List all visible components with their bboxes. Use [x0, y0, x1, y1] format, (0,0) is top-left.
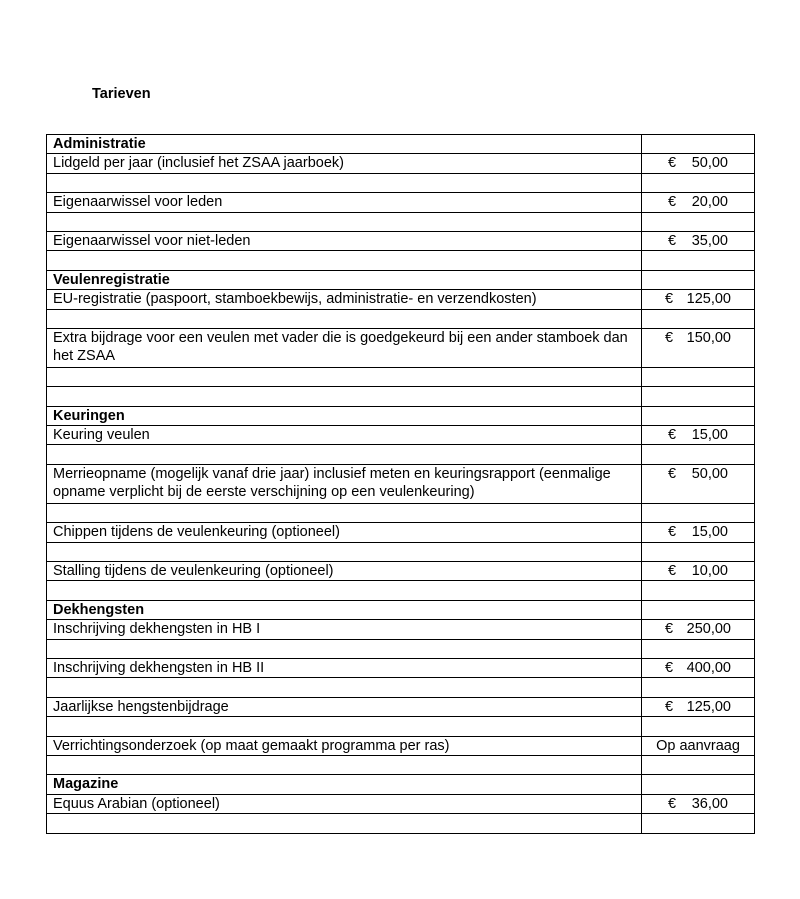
spacer-cell [642, 387, 755, 406]
currency-symbol: € [668, 795, 677, 812]
price-cell [642, 154, 755, 173]
price-cell [642, 523, 755, 542]
spacer-cell [47, 755, 642, 774]
spacer-cell [47, 387, 642, 406]
price-cell-empty [642, 135, 755, 154]
item-description: Keuring veulen [47, 426, 642, 445]
spacer-cell [642, 251, 755, 270]
tariff-table [46, 134, 755, 834]
price-cell-empty [642, 600, 755, 619]
table-row [47, 697, 755, 716]
section-header-row [47, 775, 755, 794]
price-amount: 15,00 [691, 524, 728, 541]
spacer-cell [642, 542, 755, 561]
table-row [47, 193, 755, 212]
spacer-cell [47, 639, 642, 658]
price-cell-empty [642, 270, 755, 289]
price-cell [642, 464, 755, 503]
price-cell [642, 736, 755, 755]
item-description: Eigenaarwissel voor leden [47, 193, 642, 212]
section-header: Magazine [47, 775, 642, 794]
spacer-cell [642, 445, 755, 464]
currency-symbol: € [665, 621, 674, 638]
price-cell [642, 193, 755, 212]
table-row [47, 794, 755, 813]
spacer-row [47, 445, 755, 464]
page-title: Tarieven [92, 86, 151, 102]
spacer-row [47, 542, 755, 561]
spacer-cell [642, 309, 755, 328]
spacer-row [47, 212, 755, 231]
tariff-table-body [47, 135, 755, 834]
price-cell [642, 290, 755, 309]
spacer-row [47, 173, 755, 192]
spacer-cell [47, 367, 642, 386]
currency-symbol: € [665, 291, 674, 308]
spacer-row [47, 814, 755, 833]
item-description: Inschrijving dekhengsten in HB II [47, 658, 642, 677]
price-cell [642, 562, 755, 581]
table-row [47, 620, 755, 639]
spacer-row [47, 755, 755, 774]
price-cell-empty [642, 775, 755, 794]
price-amount: 125,00 [686, 698, 731, 715]
spacer-row [47, 367, 755, 386]
currency-symbol: € [668, 524, 677, 541]
item-description: Extra bijdrage voor een veulen met vader die is goedgekeurd bij een ander stamboek dan het ZSAA [47, 328, 642, 367]
table-row [47, 328, 755, 367]
spacer-cell [47, 542, 642, 561]
spacer-cell [47, 717, 642, 736]
item-description: Chippen tijdens de veulenkeuring (optioneel) [47, 523, 642, 542]
currency-symbol: € [665, 698, 674, 715]
item-description: Verrichtingsonderzoek (op maat gemaakt programma per ras) [47, 736, 642, 755]
spacer-cell [642, 717, 755, 736]
spacer-row [47, 717, 755, 736]
section-header: Dekhengsten [47, 600, 642, 619]
spacer-cell [47, 503, 642, 522]
price-amount: 35,00 [691, 232, 728, 249]
currency-symbol: € [668, 232, 677, 249]
spacer-row [47, 581, 755, 600]
price-amount: 15,00 [691, 427, 728, 444]
item-description: EU-registratie (paspoort, stamboekbewijs, administratie- en verzendkosten) [47, 290, 642, 309]
price-amount: 50,00 [691, 465, 728, 482]
spacer-cell [47, 581, 642, 600]
table-row [47, 523, 755, 542]
price-amount: 400,00 [686, 659, 731, 676]
currency-symbol: € [668, 155, 677, 172]
table-row [47, 290, 755, 309]
spacer-row [47, 503, 755, 522]
item-description: Jaarlijkse hengstenbijdrage [47, 697, 642, 716]
currency-symbol: € [668, 563, 677, 580]
price-amount: 125,00 [686, 291, 731, 308]
spacer-cell [642, 367, 755, 386]
spacer-cell [642, 503, 755, 522]
spacer-cell [47, 173, 642, 192]
section-header-row [47, 270, 755, 289]
price-amount: Op aanvraag [656, 737, 740, 754]
price-amount: 50,00 [691, 155, 728, 172]
price-amount: 20,00 [691, 194, 728, 211]
spacer-row [47, 251, 755, 270]
spacer-cell [47, 678, 642, 697]
item-description: Merrieopname (mogelijk vanaf drie jaar) inclusief meten en keuringsrapport (eenmalige opname verplicht bij de eerste verschijning op een veulenkeuring) [47, 464, 642, 503]
spacer-row [47, 387, 755, 406]
spacer-cell [642, 173, 755, 192]
spacer-cell [642, 678, 755, 697]
item-description: Inschrijving dekhengsten in HB I [47, 620, 642, 639]
spacer-row [47, 639, 755, 658]
spacer-cell [47, 814, 642, 833]
spacer-row [47, 309, 755, 328]
price-cell [642, 328, 755, 367]
price-cell [642, 231, 755, 250]
spacer-cell [47, 212, 642, 231]
currency-symbol: € [668, 465, 677, 482]
currency-symbol: € [665, 329, 674, 346]
section-header: Veulenregistratie [47, 270, 642, 289]
price-cell [642, 697, 755, 716]
spacer-cell [47, 309, 642, 328]
table-row [47, 658, 755, 677]
section-header-row [47, 135, 755, 154]
currency-symbol: € [668, 427, 677, 444]
table-row [47, 426, 755, 445]
price-amount: 36,00 [691, 795, 728, 812]
spacer-cell [642, 581, 755, 600]
table-row [47, 464, 755, 503]
spacer-cell [642, 814, 755, 833]
table-row [47, 562, 755, 581]
price-cell [642, 794, 755, 813]
price-cell [642, 426, 755, 445]
currency-symbol: € [665, 659, 674, 676]
table-row [47, 231, 755, 250]
item-description: Eigenaarwissel voor niet-leden [47, 231, 642, 250]
price-amount: 150,00 [686, 329, 731, 346]
table-row [47, 154, 755, 173]
item-description: Stalling tijdens de veulenkeuring (optioneel) [47, 562, 642, 581]
currency-symbol: € [668, 194, 677, 211]
spacer-cell [642, 212, 755, 231]
item-description: Equus Arabian (optioneel) [47, 794, 642, 813]
spacer-cell [642, 639, 755, 658]
price-amount: 250,00 [686, 621, 731, 638]
price-cell [642, 620, 755, 639]
item-description: Lidgeld per jaar (inclusief het ZSAA jaarboek) [47, 154, 642, 173]
section-header: Keuringen [47, 406, 642, 425]
table-row [47, 736, 755, 755]
price-amount: 10,00 [691, 563, 728, 580]
price-cell-empty [642, 406, 755, 425]
price-cell [642, 658, 755, 677]
spacer-row [47, 678, 755, 697]
section-header: Administratie [47, 135, 642, 154]
section-header-row [47, 600, 755, 619]
spacer-cell [47, 445, 642, 464]
spacer-cell [642, 755, 755, 774]
spacer-cell [47, 251, 642, 270]
section-header-row [47, 406, 755, 425]
